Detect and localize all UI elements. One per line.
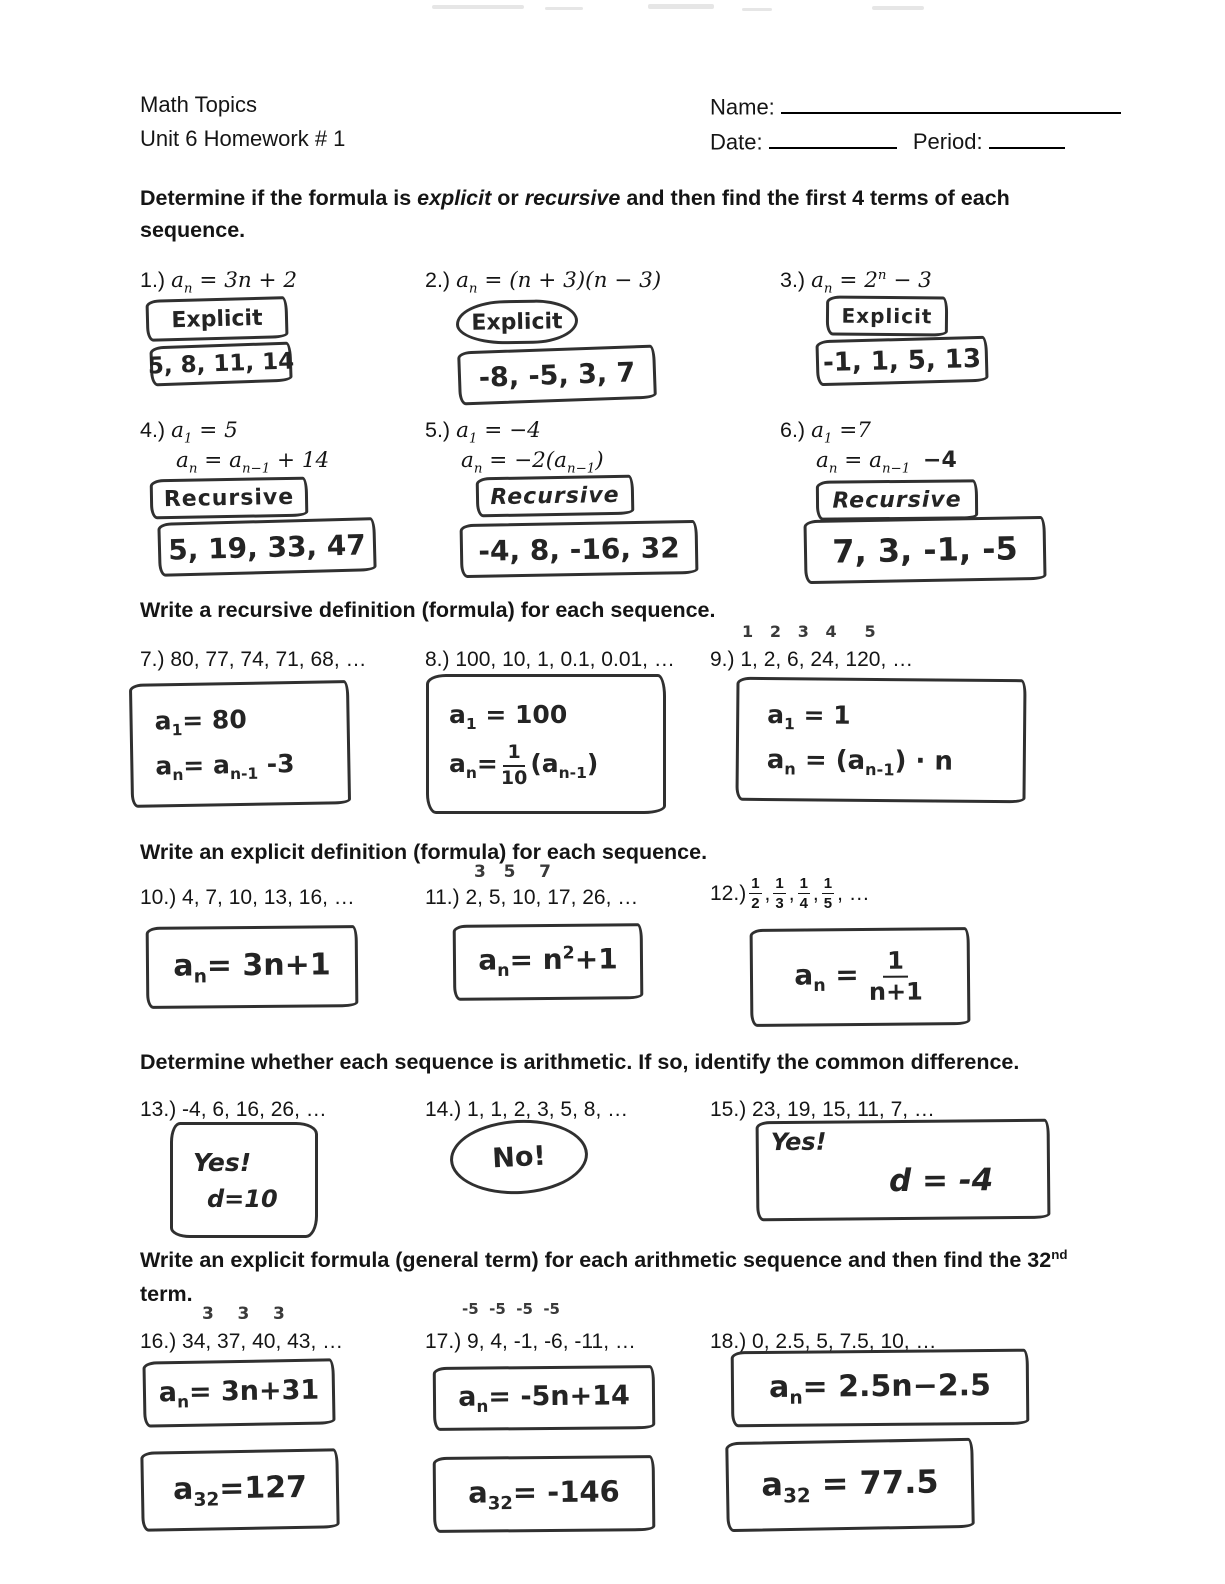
problem-16-sequence: 34, 37, 40, 43, …: [182, 1330, 344, 1353]
problem-11-answer: $a_n= n^2+1$: [478, 942, 618, 982]
fraction-numerator: 1: [751, 875, 760, 892]
problem-6-statement-line2: [816, 448, 957, 476]
problem-5-statement-line1: [425, 418, 541, 446]
assignment-title: Unit 6 Homework # 1: [140, 126, 346, 151]
problem-17-diff-marks: -5 -5 -5 -5: [462, 1300, 560, 1318]
problem-9-statement: [710, 648, 913, 672]
problem-15-answer-d: d = -4: [888, 1162, 994, 1200]
problem-2-label: 2.): [425, 268, 451, 292]
problem-2-terms-answer-box: [457, 345, 657, 406]
problem-6-line2-handwritten: −4: [923, 448, 957, 473]
problem-10-statement: [140, 886, 355, 910]
instruction-1-pre: Determine if the formula is: [140, 186, 418, 210]
period-label: Period:: [912, 129, 983, 155]
problem-12-fraction-3: [798, 876, 810, 912]
problem-1-type-answer-box: [145, 296, 288, 342]
problem-11-statement: [425, 886, 638, 910]
problem-8-answer-pre: $a_n=$: [449, 749, 498, 782]
problem-14-statement: [425, 1098, 628, 1122]
problem-18-term-answer: $a_{32} = 77.5$: [761, 1462, 939, 1508]
problem-3-type-answer: Explicit: [841, 303, 933, 329]
problem-3-terms-answer: -1, 1, 5, 13: [822, 343, 982, 379]
problem-10-answer-box: [146, 925, 359, 1009]
problem-17-formula-answer-box: [433, 1365, 656, 1431]
problem-1-label: 1.): [140, 268, 166, 292]
problem-8-sequence: 100, 10, 1, 0.1, 0.01, …: [455, 648, 675, 671]
problem-12-answer-fraction: [869, 948, 923, 1005]
problem-3-formula: $a_n = 2^n - 3$: [811, 268, 932, 297]
problem-12-sep: ,: [764, 881, 771, 905]
problem-11-answer-box: [453, 923, 644, 1001]
problem-5-terms-answer-box: [460, 520, 699, 578]
problem-12-statement: [710, 876, 870, 912]
problem-5-line1: $a_1 = -4$: [456, 418, 541, 447]
name-blank: [781, 92, 1121, 114]
problem-15-answer-box: [756, 1119, 1051, 1222]
problem-9-answer-line1: $a_1 = 1$: [767, 699, 851, 734]
problem-10-label: 10.): [140, 886, 177, 909]
problem-4-terms-answer: 5, 19, 33, 47: [167, 527, 367, 567]
problem-12-tail: , …: [837, 881, 870, 905]
problem-4-type-answer: Recursive: [163, 484, 295, 512]
instruction-5-line1: [140, 1244, 1067, 1276]
scan-artifact: [545, 7, 583, 10]
problem-6-statement-line1: [780, 418, 871, 446]
problem-3-statement: [780, 268, 932, 296]
course-title: Math Topics: [140, 92, 257, 117]
problem-9-label: 9.): [710, 648, 735, 671]
problem-6-type-answer: Recursive: [832, 486, 962, 514]
problem-7-label: 7.): [140, 648, 165, 671]
fraction-denominator: 4: [799, 894, 808, 912]
scan-artifact: [432, 5, 524, 9]
problem-8-answer-line1: $a_1 = 100$: [449, 699, 568, 733]
date-blank: [769, 127, 897, 149]
problem-12-fraction-4: [822, 876, 834, 912]
fraction-numerator: 1: [823, 875, 833, 892]
problem-1-formula: $a_n = 3n + 2$: [171, 268, 298, 297]
instruction-3: Write an explicit definition (formula) for each sequence.: [140, 840, 708, 864]
fraction-numerator: 1: [883, 948, 908, 977]
problem-1-terms-answer-box: [147, 342, 295, 387]
problem-8-answer-post: $(a_{n-1})$: [530, 749, 599, 782]
problem-13-statement: [140, 1098, 327, 1122]
problem-1-terms-answer: 5, 8, 11, 14: [147, 348, 295, 380]
problem-18-sequence: 0, 2.5, 5, 7.5, 10, …: [752, 1330, 937, 1353]
fraction-denominator: 3: [775, 894, 784, 912]
problem-17-term-answer-box: [433, 1455, 656, 1533]
problem-18-label: 18.): [710, 1330, 747, 1353]
problem-17-term-answer: $a_{32}= -146$: [468, 1473, 620, 1514]
problem-5-statement-line2: [461, 448, 604, 476]
problem-6-line1: $a_1 =7$: [811, 418, 871, 447]
problem-6-type-answer-box: [816, 479, 978, 520]
instruction-5-pre: Write an explicit formula (general term) for each arithmetic sequence and then find the 32: [140, 1248, 1052, 1272]
problem-13-answer-yes: Yes!: [193, 1147, 252, 1177]
problem-9-counting-marks: 1 2 3 4 5: [742, 622, 876, 641]
problem-11-label: 11.): [425, 886, 460, 909]
problem-5-line2: $a_n = -2(a_{n-1})$: [461, 448, 604, 477]
problem-17-statement: [425, 1330, 636, 1354]
problem-2-formula: $a_n = (n + 3)(n - 3)$: [456, 268, 662, 297]
problem-9-answer-box: [735, 677, 1026, 804]
problem-7-answer-line1: $a_1= 80$: [154, 704, 247, 740]
problem-7-statement: [140, 648, 367, 672]
instruction-1-recursive: recursive: [524, 186, 621, 210]
problem-18-term-answer-box: [725, 1438, 975, 1532]
problem-8-label: 8.): [425, 648, 450, 671]
problem-4-statement-line2: [176, 448, 329, 476]
problem-2-type-answer: Explicit: [471, 308, 563, 336]
problem-14-label: 14.): [425, 1098, 462, 1121]
problem-4-type-answer-box: [150, 477, 309, 520]
problem-12-fraction-2: [773, 876, 785, 912]
problem-6-terms-answer-box: [803, 516, 1046, 584]
problem-4-terms-answer-box: [157, 517, 376, 577]
problem-17-label: 17.): [425, 1330, 462, 1353]
problem-14-answer: No!: [491, 1140, 547, 1174]
problem-6-terms-answer: 7, 3, -1, -5: [831, 529, 1019, 571]
problem-6-line2: $a_n = a_{n-1}$: [816, 448, 911, 477]
problem-12-fraction-1: [749, 876, 761, 912]
problem-4-line1: $a_1 = 5$: [171, 418, 238, 447]
fraction-denominator: n+1: [868, 977, 923, 1006]
scan-artifact: [742, 8, 772, 11]
problem-3-type-answer-box: [826, 295, 948, 336]
instruction-1-mid: or: [491, 186, 525, 210]
problem-10-answer: $a_n= 3n+1$: [173, 946, 331, 988]
problem-12-label: 12.): [710, 881, 747, 905]
instruction-1-post: and then find the first 4 terms of each sequence.: [140, 186, 1010, 243]
problem-7-sequence: 80, 77, 74, 71, 68, …: [170, 648, 367, 671]
instruction-2: Write a recursive definition (formula) for each sequence.: [140, 598, 716, 622]
problem-8-statement: [425, 648, 675, 672]
problem-16-term-answer-box: [140, 1448, 339, 1531]
problem-9-answer-line2: $a_n = (a_{n-1}) \cdot n$: [766, 744, 954, 780]
problem-16-formula-answer: $a_n= 3n+31$: [158, 1374, 320, 1412]
date-row: [710, 127, 1065, 155]
name-row: [710, 92, 1121, 120]
problem-16-formula-answer-box: [142, 1358, 335, 1427]
fraction-denominator: 2: [751, 894, 760, 912]
problem-13-answer-box: [170, 1122, 318, 1238]
problem-16-statement: [140, 1330, 343, 1354]
instruction-1-explicit: explicit: [417, 186, 492, 210]
problem-15-answer-yes: Yes!: [770, 1127, 827, 1157]
problem-2-statement: [425, 268, 661, 296]
scan-artifact: [872, 6, 924, 10]
instruction-1: [140, 182, 1060, 247]
fraction-numerator: 1: [799, 875, 808, 892]
fraction-numerator: 1: [775, 875, 784, 892]
problem-12-answer-box: [750, 927, 971, 1027]
problem-18-formula-answer: $a_n= 2.5n-2.5$: [768, 1367, 992, 1409]
name-label: Name:: [710, 94, 775, 120]
problem-16-term-answer: $a_{32}=127$: [172, 1469, 308, 1511]
problem-15-sequence: 23, 19, 15, 11, 7, …: [752, 1098, 935, 1121]
problem-2-type-answer-box: [456, 299, 579, 345]
instruction-5-line2: term.: [140, 1282, 193, 1306]
problem-13-answer-d: d=10: [207, 1184, 278, 1213]
problem-11-sequence: 2, 5, 10, 17, 26, …: [465, 886, 639, 909]
problem-15-label: 15.): [710, 1098, 747, 1121]
scan-artifact: [648, 4, 714, 9]
problem-2-terms-answer: -8, -5, 3, 7: [478, 356, 636, 394]
problem-4-statement-line1: [140, 418, 238, 446]
date-label: Date:: [710, 129, 763, 155]
problem-11-diff-marks: 3 5 7: [474, 862, 551, 882]
problem-3-terms-answer-box: [815, 336, 988, 386]
problem-18-formula-answer-box: [731, 1349, 1030, 1428]
problem-1-type-answer: Explicit: [171, 305, 263, 333]
problem-10-sequence: 4, 7, 10, 13, 16, …: [182, 886, 355, 909]
problem-15-statement: [710, 1098, 935, 1122]
problem-14-sequence: 1, 1, 2, 3, 5, 8, …: [467, 1098, 629, 1121]
problem-5-type-answer: Recursive: [490, 482, 620, 510]
problem-9-sequence: 1, 2, 6, 24, 120, …: [740, 648, 914, 671]
problem-16-label: 16.): [140, 1330, 177, 1353]
problem-6-label: 6.): [780, 418, 806, 442]
problem-17-sequence: 9, 4, -1, -6, -11, …: [467, 1330, 636, 1353]
problem-8-answer-line2: [449, 740, 599, 789]
problem-1-statement: [140, 268, 297, 296]
fraction-denominator: 5: [823, 894, 833, 912]
fraction-denominator: 10: [500, 766, 528, 789]
problem-13-sequence: -4, 6, 16, 26, …: [182, 1098, 327, 1121]
problem-5-type-answer-box: [476, 475, 635, 518]
problem-12-sep: ,: [788, 881, 795, 905]
problem-12-answer: [794, 948, 926, 1006]
problem-12-answer-pre: $a_n$ =: [794, 958, 859, 997]
problem-14-answer-circle: [448, 1116, 590, 1197]
problem-7-answer-box: [129, 680, 351, 808]
problem-5-terms-answer: -4, 8, -16, 32: [478, 530, 680, 568]
problem-7-answer-line2: $a_n= a_{n-1}$ -3: [155, 749, 295, 785]
instruction-5-ordinal: nd: [1051, 1246, 1068, 1262]
problem-4-line2: $a_n = a_{n-1} + 14$: [176, 448, 330, 477]
problem-3-label: 3.): [780, 268, 806, 293]
problem-4-label: 4.): [140, 418, 166, 442]
problem-8-answer-fraction: [500, 740, 528, 789]
problem-17-formula-answer: $a_n= -5n+14$: [458, 1380, 630, 1416]
instruction-4: Determine whether each sequence is arithmetic. If so, identify the common difference.: [140, 1050, 1020, 1074]
fraction-numerator: 1: [503, 743, 524, 767]
problem-13-label: 13.): [140, 1098, 177, 1121]
problem-8-answer-box: [426, 674, 666, 814]
problem-5-label: 5.): [425, 418, 451, 442]
period-blank: [989, 127, 1065, 149]
problem-16-diff-marks: 3 3 3: [202, 1304, 285, 1324]
problem-12-sep: ,: [812, 881, 819, 905]
